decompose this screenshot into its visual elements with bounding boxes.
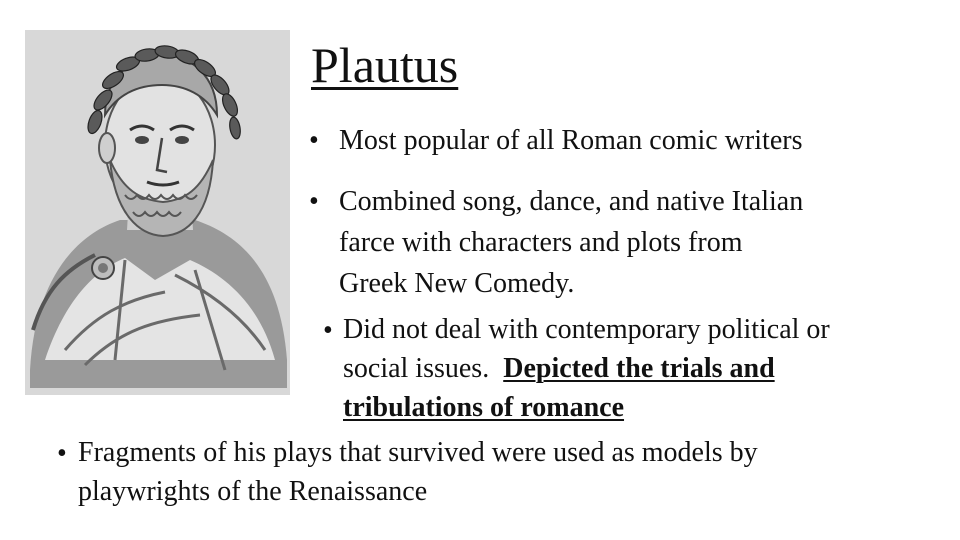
bullet-marker: • <box>323 315 333 346</box>
bullet-text <box>309 181 909 304</box>
bullet-item <box>309 181 909 304</box>
bullet-marker: • <box>309 186 319 217</box>
bullet-marker: • <box>309 125 319 156</box>
bullet-marker: • <box>57 438 67 469</box>
bullet-item <box>57 433 887 511</box>
portrait-image <box>25 30 290 395</box>
bullet-line: playwrights of the Renaissance <box>78 476 428 507</box>
bullet-text: Most popular of all Roman comic writers <box>339 125 803 156</box>
slide-title: Plautus <box>311 37 459 93</box>
bullet-line: Fragments of his plays that survived were used as models by <box>78 437 758 468</box>
emphasis-text: Depicted the trials and <box>503 353 775 384</box>
portrait-illustration <box>25 30 290 395</box>
bullet-line: Greek New Comedy. <box>339 268 575 299</box>
bullet-text <box>57 433 887 511</box>
emphasis-text: tribulations of romance <box>343 392 625 423</box>
bullet-item <box>309 120 802 161</box>
bullet-text <box>323 310 933 427</box>
bullet-line: Did not deal with contemporary political or <box>343 314 830 345</box>
bullet-line <box>343 349 933 388</box>
bullet-line-start: social issues. <box>343 353 497 384</box>
bullet-item <box>323 310 933 427</box>
bullet-line: Combined song, dance, and native Italian <box>339 186 804 217</box>
bullet-line: farce with characters and plots from <box>339 227 743 258</box>
